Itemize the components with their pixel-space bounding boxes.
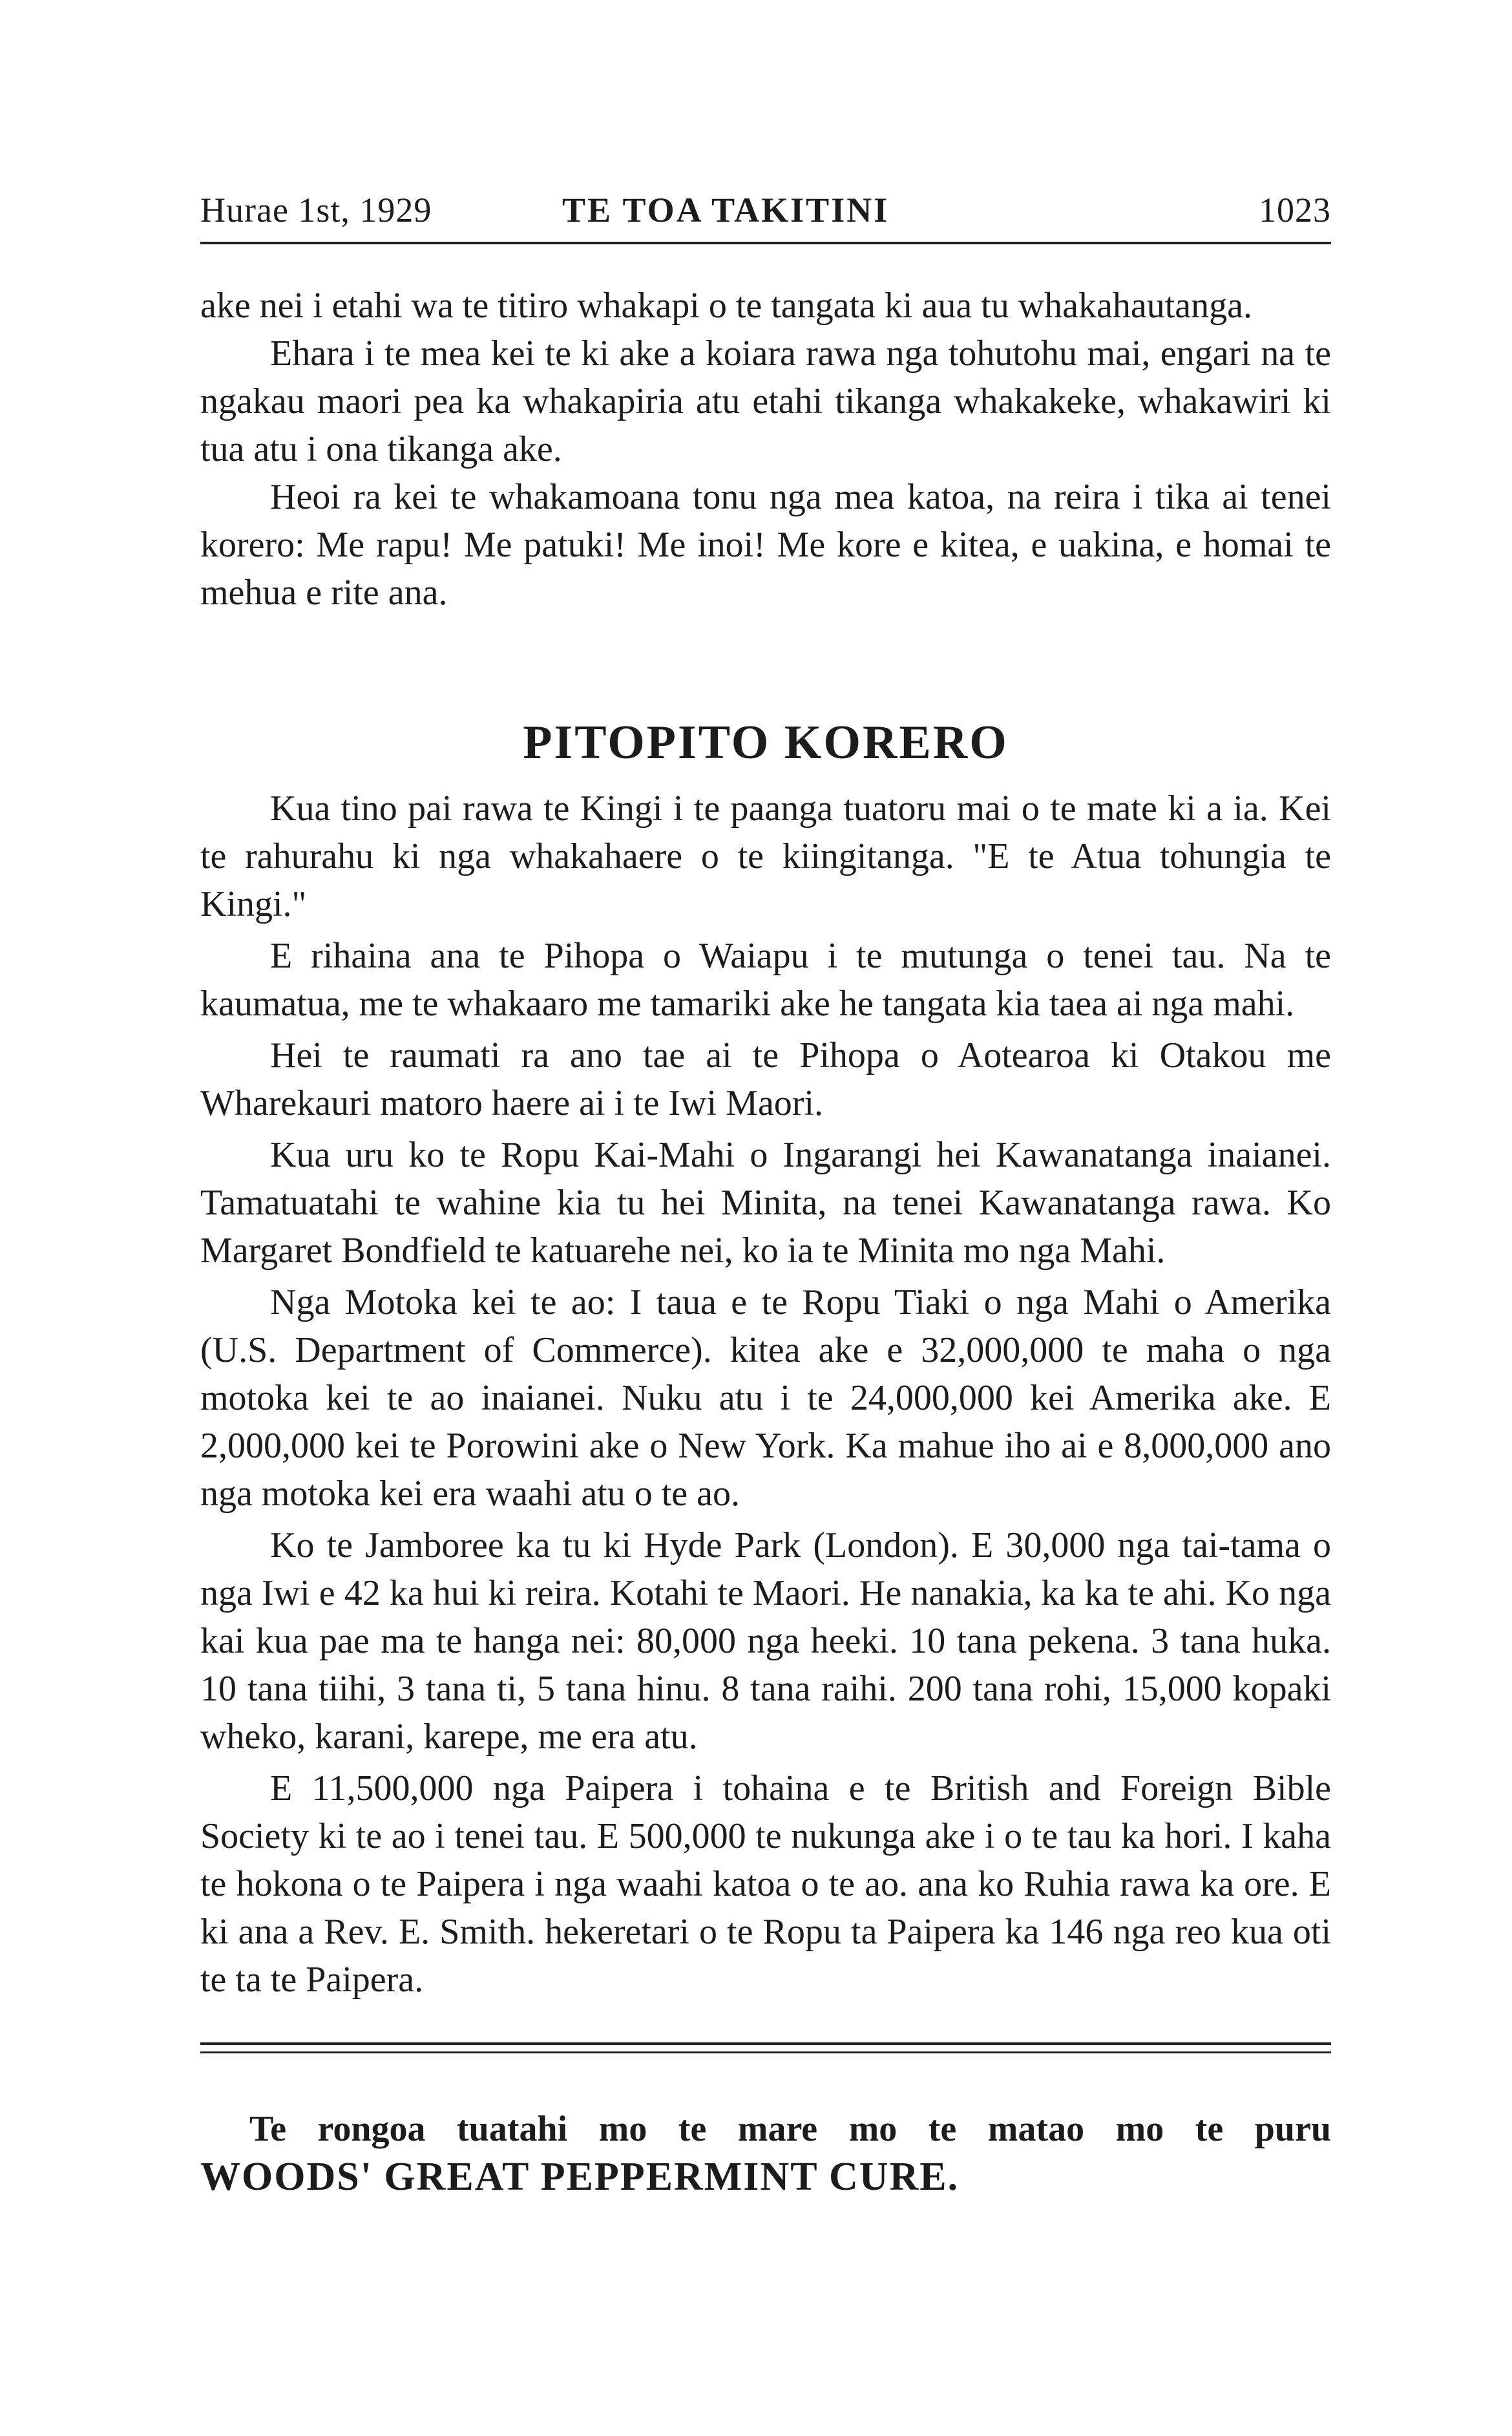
advertisement: [200, 2105, 1331, 2201]
news-paragraph: Hei te raumati ra ano tae ai te Pihopa o Aotearoa ki Otakou me Wharekauri matoro haere ai i te Iwi Maori.: [200, 1035, 1331, 1123]
paragraph: ake nei i etahi wa te titiro whakapi o te tangata ki aua tu whakahautanga.: [200, 286, 1253, 326]
header-rule: [200, 242, 1331, 244]
article-continuation: [200, 282, 1331, 617]
paragraph: Ehara i te mea kei te ki ake a koiara rawa nga tohutohu mai, engari na te ngakau maori pea ka whakapiria atu etahi tikanga whakakeke, whakawiri ki tua atu i ona tikanga ake.: [200, 334, 1331, 469]
paragraph: Heoi ra kei te whakamoana tonu nga mea katoa, na reira i tika ai tenei korero: Me rapu! Me patuki! Me inoi! Me kore e kitea, e uakina, e homai te mehua e rite ana.: [200, 477, 1331, 613]
news-paragraph: Nga Motoka kei te ao: I taua e te Ropu Tiaki o nga Mahi o Amerika (U.S. Department of Commerce). kitea ake e 32,000,000 te maha o nga motoka kei te ao inaianei. Nuku atu i te 24,000,000 kei Amerika ake. E 2,000,000 kei te Porowini ake o New York. Ka mahue iho ai e 8,000,000 ano nga motoka kei era waahi atu o te ao.: [200, 1282, 1331, 1514]
running-header: [200, 187, 1331, 233]
journal-title: TE TOA TAKITINI: [562, 191, 890, 229]
news-paragraph: E rihaina ana te Pihopa o Waiapu i te mutunga o tenei tau. Na te kaumatua, me te whakaaro me tamariki ake he tangata kia taea ai nga mahi.: [200, 936, 1331, 1024]
section-divider: [200, 2042, 1331, 2053]
news-paragraph: Kua uru ko te Ropu Kai-Mahi o Ingarangi hei Kawanatanga inaianei. Tamatuatahi te wahine kia tu hei Minita, na tenei Kawanatanga rawa. Ko Margaret Bondfield te katuarehe nei, ko ia te Minita mo nga Mahi.: [200, 1135, 1331, 1271]
news-items: [200, 785, 1331, 2004]
news-paragraph: Ko te Jamboree ka tu ki Hyde Park (London). E 30,000 nga tai-tama o nga Iwi e 42 ka hui ki reira. Kotahi te Maori. He nanakia, ka ka te ahi. Ko nga kai kua pae ma te hanga nei: 80,000 nga heeki. 10 tana pekena. 3 tana huka. 10 tana tiihi, 3 tana ti, 5 tana hinu. 8 tana raihi. 200 tana rohi, 15,000 kopaki wheko, karani, karepe, me era atu.: [200, 1525, 1331, 1757]
news-paragraph: E 11,500,000 nga Paipera i tohaina e te British and Foreign Bible Society ki te ao i tenei tau. E 500,000 te nukunga ake i o te tau ka hori. I kaha te hokona o te Paipera i nga waahi katoa o te ao. ana ko Ruhia rawa ka ore. E ki ana a Rev. E. Smith. hekeretari o te Ropu ta Paipera ka 146 nga reo kua oti te ta te Paipera.: [200, 1768, 1331, 2000]
advertisement-product: WOODS' GREAT PEPPERMINT CURE.: [200, 2155, 960, 2199]
issue-date: Hurae 1st, 1929: [200, 191, 432, 229]
section-heading: PITOPITO KORERO: [523, 716, 1009, 769]
page: [200, 187, 1331, 2201]
page-number: 1023: [1259, 191, 1331, 229]
advertisement-tagline: Te rongoa tuatahi mo te mare mo te matao mo te puru: [249, 2109, 1331, 2149]
news-paragraph: Kua tino pai rawa te Kingi i te paanga tuatoru mai o te mate ki a ia. Kei te rahurahu ki nga whakahaere o te kiingitanga. "E te Atua tohungia te Kingi.": [200, 789, 1331, 924]
